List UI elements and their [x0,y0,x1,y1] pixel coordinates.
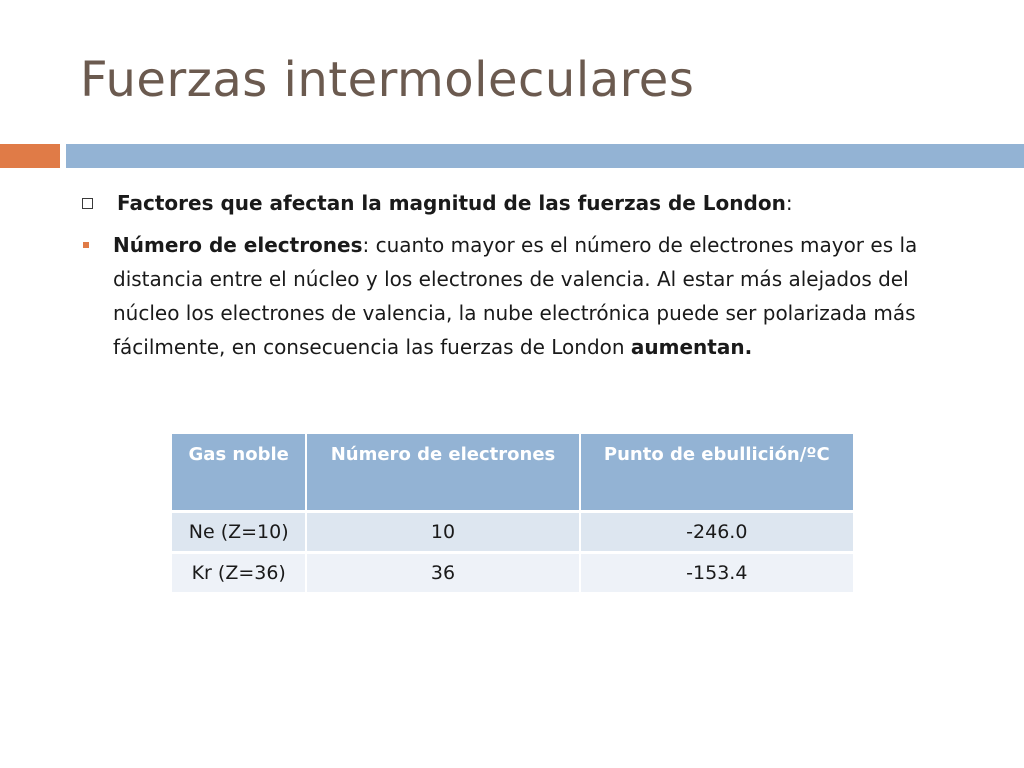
table-cell: Ne (Z=10) [172,512,306,553]
noble-gas-table [172,434,853,592]
table-cell: 10 [306,512,579,553]
bullet-tail-text: : [785,191,793,215]
table-row [172,553,853,593]
slide-title: Fuerzas intermoleculares [80,52,695,108]
bullet-body-text: : cuanto mayor es el número de electrones mayor es la distancia entre el núcleo y los electrones de valencia. Al estar más alejados del núcleo los electrones de valencia, la nube electrónica puede ser polarizada más fácilmente, en consecuencia las fuerzas de London [113,233,918,359]
table-cell: 36 [306,553,579,593]
bullet-bold-text: Número de electrones [113,233,363,257]
bullet-end-bold-text: aumentan. [630,335,753,359]
bullet-item-factors [80,186,980,220]
accent-bar-orange [0,144,60,168]
table-row [172,512,853,553]
accent-bar-blue [66,144,1024,168]
bullet-item-electrons [80,228,980,364]
header-boiling-point: Punto de ebullición/ºC [580,434,853,512]
hollow-square-bullet-icon [82,198,93,209]
filled-square-bullet-icon [83,242,89,248]
table-header-row [172,434,853,512]
bullet-bold-text: Factores que afectan la magnitud de las fuerzas de London [117,191,786,215]
table-cell: -246.0 [580,512,853,553]
table-cell: Kr (Z=36) [172,553,306,593]
table-cell: -153.4 [580,553,853,593]
header-gas-noble: Gas noble [172,434,306,512]
slide-content [80,186,980,364]
header-electron-count: Número de electrones [306,434,579,512]
